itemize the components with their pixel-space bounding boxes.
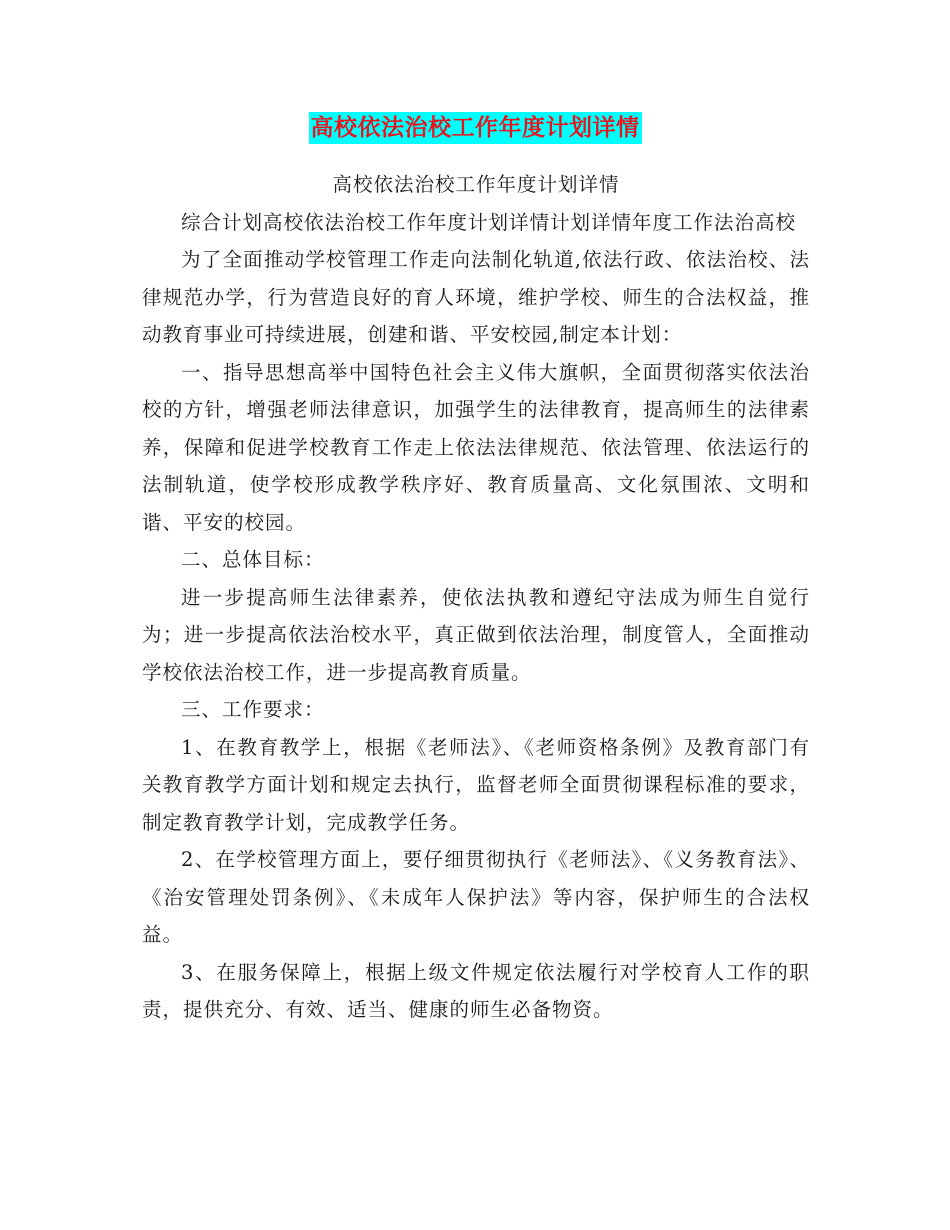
- document-title: 高校依法治校工作年度计划详情: [309, 112, 642, 144]
- paragraph-intro: 为了全面推动学校管理工作走向法制化轨道,依法行政、依法治校、法律规范办学，行为营造良好的育人环境，维护学校、师生的合法权益，推动教育事业可持续进展，创建和谐、平安校园,制定本计划：: [142, 248, 810, 346]
- paragraph-keywords: 综合计划高校依法治校工作年度计划详情计划详情年度工作法治高校: [181, 210, 797, 234]
- document-body: [142, 166, 810, 1029]
- paragraph-guiding-ideology: 一、指导思想高举中国特色社会主义伟大旗帜，全面贯彻落实依法治校的方针，增强老师法律意识，加强学生的法律教育，提高师生的法律素养，保障和促进学校教育工作走上依法法律规范、依法管理、依法运行的法制轨道，使学校形成教学秩序好、教育质量高、文化氛围浓、文明和谐、平安的校园。: [142, 360, 810, 534]
- paragraph-requirement-2: 2、在学校管理方面上，要仔细贯彻执行《老师法》、《义务教育法》、《治安管理处罚条例》、《未成年人保护法》等内容，保护师生的合法权益。: [142, 848, 810, 946]
- document-subtitle: 高校依法治校工作年度计划详情: [332, 173, 620, 196]
- heading-work-requirements: 三、工作要求：: [181, 698, 325, 721]
- paragraph-overall-goals: 进一步提高师生法律素养，使依法执教和遵纪守法成为师生自觉行为；进一步提高依法治校水平，真正做到依法治理，制度管人，全面推动学校依法治校工作，进一步提高教育质量。: [142, 585, 810, 684]
- title-container: [0, 112, 950, 144]
- heading-overall-goals: 二、总体目标：: [181, 548, 325, 571]
- paragraph-requirement-3: 3、在服务保障上，根据上级文件规定依法履行对学校育人工作的职责，提供充分、有效、适当、健康的师生必备物资。: [142, 960, 810, 1021]
- paragraph-requirement-1: 1、在教育教学上，根据《老师法》、《老师资格条例》及教育部门有关教育教学方面计划和规定去执行，监督老师全面贯彻课程标准的要求，制定教育教学计划，完成教学任务。: [142, 735, 810, 834]
